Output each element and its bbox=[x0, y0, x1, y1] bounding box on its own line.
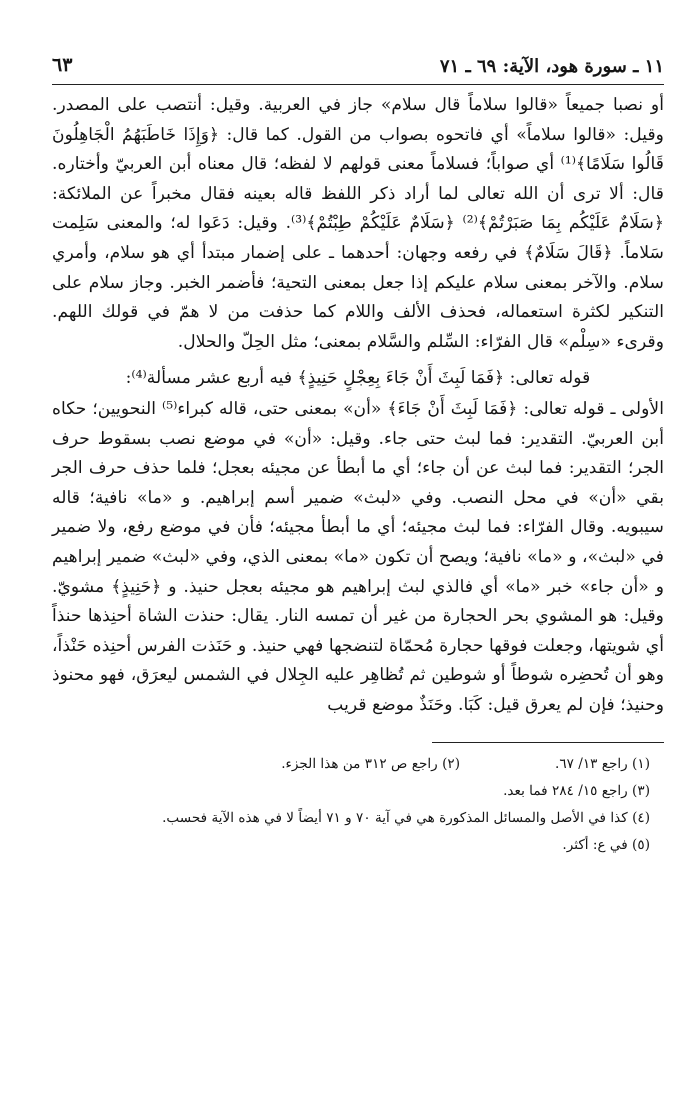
footnote-2: (٢) راجع ص ٣١٢ من هذا الجزء. bbox=[281, 756, 460, 773]
paragraph-salam: أو نصبا جميعاً «قالوا سلاماً قال سلام» جاز في العربية. وقيل: أنتصب على المصدر. وقيل: «قالوا سلاماً» أي فاتحوه بصواب من القول. كما قال: ﴿وَإِذَا خَاطَبَهُمُ الْجَاهِلُونَ قَالُوا سَلَامًا﴾⁽¹⁾ أي صواباً؛ فسلاماً معنى قولهم لا لفظه؛ قال معناه أبن العربيّ وأختاره. قال: ألا ترى أن الله تعالى لما أراد ذكر اللفظ قاله بعينه فقال مخبراً عن الملائكة: ﴿سَلَامٌ عَلَيْكُم بِمَا صَبَرْتُمْ﴾⁽²⁾ ﴿سَلَامٌ عَلَيْكُمْ طِبْتُمْ﴾⁽³⁾. وقيل: دَعَوا له؛ والمعنى سَلِمت سَلاماً. ﴿قَالَ سَلَامٌ﴾ في رفعه وجهان: أحدهما ـ على إضمار مبتدأ أي هو سلام، وأمري سلام. والآخر بمعنى سلام عليكم إذا جعل بمعنى التحية؛ فأضمر الخبر. وجاز سلام على التنكير لكثرة استعماله، فحذف الألف واللام كما حذفت من لا همّ في قولك اللهم. وقرىء «سِلْم» قال الفرّاء: السِّلم والسَّلام بمعنى؛ مثل الحِلّ والحلال. bbox=[52, 95, 665, 352]
footnote-3: (٣) راجع ١٥/ ٢٨٤ فما بعد. bbox=[503, 783, 650, 800]
footnote-row bbox=[52, 751, 650, 778]
footnotes bbox=[52, 751, 664, 859]
footnote-5: (٥) في ع: أكثر. bbox=[562, 837, 650, 854]
paragraph-first-issue: الأولى ـ قوله تعالى: ﴿فَمَا لَبِثَ أَنْ جَاءَ﴾ «أن» بمعنى حتى، قاله كبراء⁽⁵⁾ النحويين؛ حكاه أبن العربيّ. التقدير: فما لبث حتى جاء. وقيل: «أن» في موضع نصب بسقوط حرف الجر؛ التقدير: فما لبث عن أن جاء؛ أي ما أبطأ عن مجيئه بعجل؛ فلما حذف حرف الجر بقي «أن» في محل النصب. وفي «لبث» ضمير أسم إبراهيم. و «ما» نافية؛ قاله سيبويه. وقال الفرّاء: فما لبث مجيئه؛ أي ما أبطأ مجيئه؛ فأن في موضع رفع، ولا ضمير في «لبث»، و «ما» نافية؛ ويصح أن تكون «ما» بمعنى الذي، وفي «لبث» ضمير إبراهيم و «أن جاء» خبر «ما» أي فالذي لبث إبراهيم هو مجيئه بعجل حنيذ. و ﴿حَنِيذٍ﴾ مشويّ. وقيل: هو المشوي بحر الحجارة من غير أن تمسه النار. يقال: حنذت الشاة أحنِذها حنذاً أي شويتها، وجعلت فوقها حجارة مُحمّاة لتنضجها فهي حنيذ. و حَنَذت الفرس أحنِذه حَنْذاً، وهو أن تُحضِره شوطاً أو شوطين ثم تُظاهِر عليه الجِلال في الشمس ليعرَق، فهو محنوذ وحنيذ؛ فإن لم يعرق قيل: كَبَا. وحَنَذٌ موضع قريب bbox=[52, 398, 664, 715]
book-page bbox=[52, 48, 664, 1068]
footnote-divider bbox=[432, 742, 664, 743]
running-title: ١١ ـ سورة هود، الآية: ٦٩ ـ ٧١ bbox=[439, 56, 664, 77]
footnote-4: (٤) كذا في الأصل والمسائل المذكورة هي في آية ٧٠ و ٧١ أيضاً لا في هذه الآية فحسب. bbox=[162, 810, 650, 827]
page-number: ٦٣ bbox=[52, 54, 73, 76]
page-header bbox=[52, 48, 664, 85]
footnote-1: (١) راجع ١٣/ ٦٧. bbox=[554, 756, 650, 773]
verse-heading: قوله تعالى: ﴿فَمَا لَبِثَ أَنْ جَاءَ بِعِجْلٍ حَنِيذٍ﴾ فيه أربع عشر مسألة⁽⁴⁾: bbox=[125, 368, 591, 389]
main-text bbox=[52, 91, 664, 720]
